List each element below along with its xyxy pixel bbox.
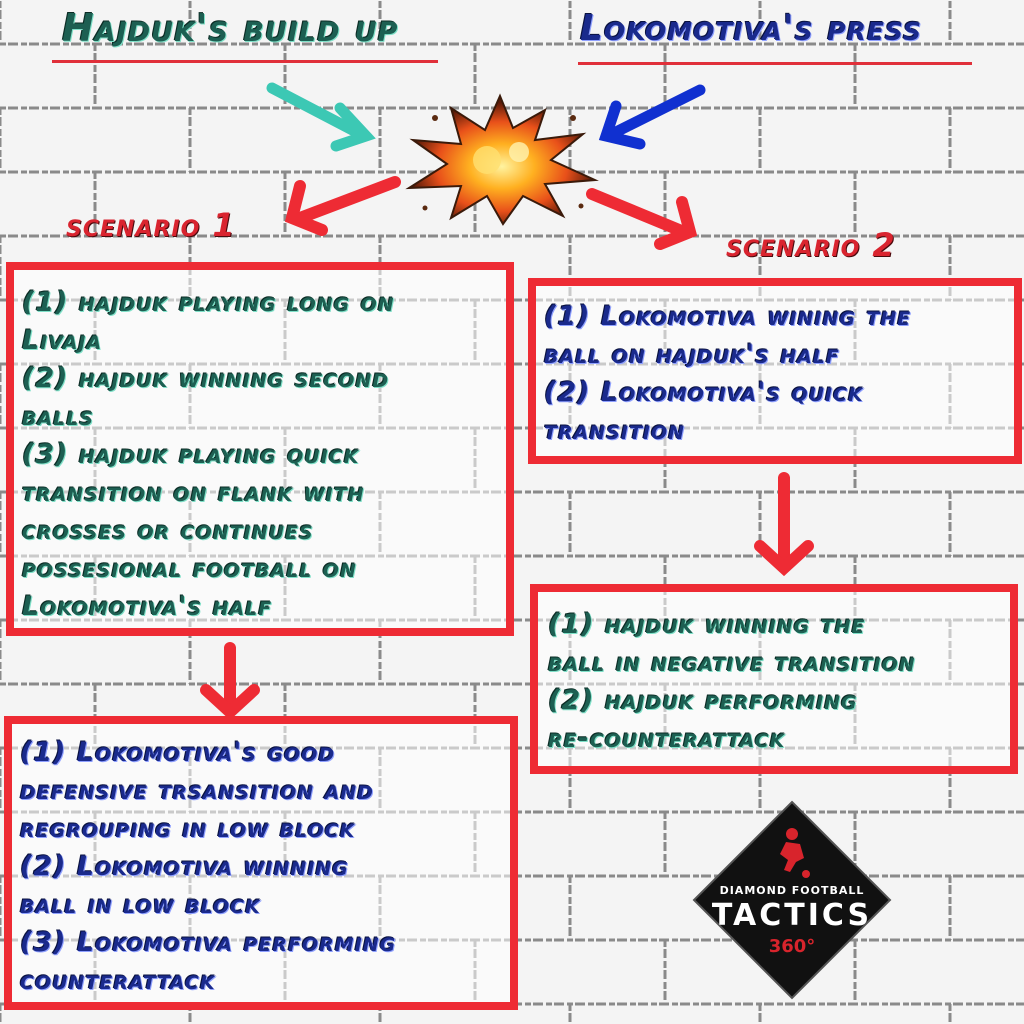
arrow-red-down-scenario2 bbox=[760, 478, 808, 568]
arrow-teal-to-explosion bbox=[272, 88, 366, 146]
s1b1-line: balls bbox=[22, 401, 95, 432]
s1b1-line: Livaja bbox=[22, 325, 103, 356]
s2b1-line: (1) Lokomotiva wining the bbox=[544, 301, 912, 332]
s1b2-line: counterattack bbox=[20, 965, 216, 996]
s2b2-line: (1) hajduk winning the bbox=[548, 609, 866, 640]
s2b2-line: ball in negative transition bbox=[548, 647, 916, 678]
scenario-1-box-2 bbox=[4, 716, 518, 1010]
s1b1-line: possesional football on bbox=[22, 553, 357, 584]
title-lokomotivas-press: Lokomotiva's press bbox=[580, 8, 923, 49]
s1b1-line: transition on flank with bbox=[22, 477, 365, 508]
s1b1-line: Lokomotiva's half bbox=[22, 591, 273, 622]
s1b2-line: ball in low block bbox=[20, 889, 261, 920]
s2b2-line: (2) hajduk performing bbox=[548, 685, 858, 716]
logo-line-3: 360° bbox=[768, 936, 816, 957]
logo-line-1: DIAMOND FOOTBALL bbox=[719, 884, 865, 897]
arrow-red-to-scenario2 bbox=[592, 194, 690, 244]
s1b2-line: regrouping in low block bbox=[20, 813, 356, 844]
arrow-blue-to-explosion bbox=[606, 90, 700, 144]
s1b2-line: (2) Lokomotiva winning bbox=[20, 851, 349, 882]
s1b2-line: (3) Lokomotiva performing bbox=[20, 927, 397, 958]
s2b1-line: ball on hajduk's half bbox=[544, 339, 840, 370]
s2b2-line: re-counterattack bbox=[548, 723, 786, 754]
scenario-1-box-1 bbox=[6, 262, 514, 636]
s2b1-line: (2) Lokomotiva's quick bbox=[544, 377, 864, 408]
diamond-football-tactics-logo bbox=[692, 800, 892, 1000]
logo-line-2: TACTICS bbox=[711, 898, 873, 933]
title-hajduks-build-up: Hajduk's build up bbox=[62, 6, 399, 50]
scenario-2-box-2 bbox=[530, 584, 1018, 774]
s1b2-line: (1) Lokomotiva's good bbox=[20, 737, 336, 768]
s1b2-line: defensive trsansition and bbox=[20, 775, 374, 806]
s1b1-line: (3) hajduk playing quick bbox=[22, 439, 360, 470]
s1b1-line: crosses or continues bbox=[22, 515, 314, 546]
s1b1-line: (2) hajduk winning second bbox=[22, 363, 390, 394]
scenario-1-label: scenario 1 bbox=[66, 206, 236, 244]
s2b1-line: transition bbox=[544, 415, 686, 446]
s1b1-line: (1) hajduk playing long on bbox=[22, 287, 395, 318]
scenario-2-box-1 bbox=[528, 278, 1022, 464]
arrow-red-down-scenario1 bbox=[206, 648, 254, 712]
arrow-red-to-scenario1 bbox=[292, 182, 395, 230]
scenario-2-label: scenario 2 bbox=[726, 226, 896, 264]
